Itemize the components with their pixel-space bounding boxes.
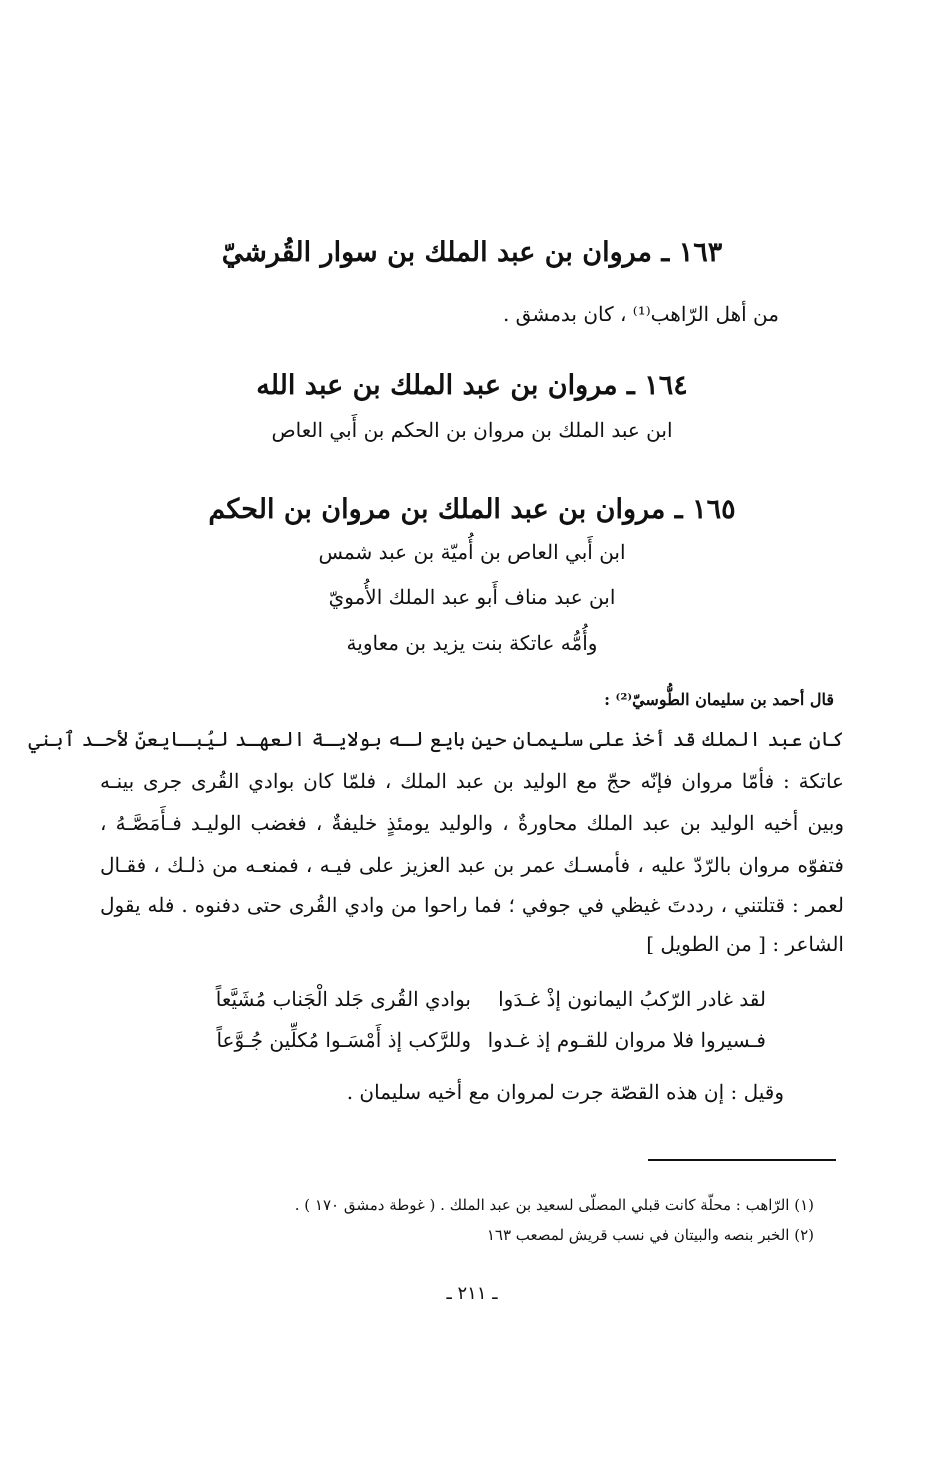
footnote: (١) الرّاهب : محلّة كانت قبلي المصلّى لسعيد بن عبد الملك . ( غوطة دمشق ١٧٠ ) .: [294, 1196, 814, 1214]
paragraph-line: فتفوّه مروان بالرّدّ عليه ، فأمسـك عمر بن عبد العزيز على فيـه ، فمنعـه من ذلـك ، فقـال: [100, 853, 844, 877]
source-attribution: قال أحمد بن سليمان الطُّوسيّ⁽²⁾ :: [604, 690, 834, 709]
page-number: ـ ٢١١ ـ: [446, 1283, 498, 1304]
entry-163-heading: ١٦٣ ـ مروان بن عبد الملك بن سوار القُرشيّ: [221, 237, 723, 268]
paragraph-line: الشاعر : [ من الطويل ]: [646, 932, 844, 956]
entry-165-line: ابن أَبي العاص بن أُميّة بن عبد شمس: [318, 540, 626, 564]
paragraph-line: عاتكة : فأمّا مروان فإنّه حجّ مع الوليد بن عبد الملك ، فلمّا كان بوادي القُرى جرى بينـه: [100, 769, 844, 793]
paragraph-line: كان عبد الملك قد أخذ على سليمان حين بايع لـه بولايـة العهـد ليُبـايعنّ لأحـد ٱبني: [28, 727, 844, 751]
paragraph-line: وبين أخيه الوليد بن عبد الملك محاورةٌ ، والوليد يومئذٍ خليفةٌ ، فغضب الوليـد فـأَمَصَّـهُ ،: [100, 811, 844, 835]
entry-165-line: ابن عبد مناف أَبو عبد الملك الأُمويّ: [328, 585, 616, 609]
entry-164-heading: ١٦٤ ـ مروان بن عبد الملك بن عبد الله: [256, 370, 688, 401]
footnote-separator: [648, 1159, 836, 1161]
verse-second-hemistich: وللرَّكب إذ أَمْسَـوا مُكلِّين جُـوَّعاً: [216, 1028, 471, 1052]
verse-first-hemistich: فـسيروا فلا مروان للقـوم إذ غـدوا: [487, 1028, 766, 1052]
verse-second-hemistich: بوادي القُرى جَلد الْجَناب مُشَيَّعاً: [215, 987, 471, 1011]
entry-165-heading: ١٦٥ ـ مروان بن عبد الملك بن مروان بن الحكم: [208, 494, 736, 525]
entry-165-line: وأُمُّه عاتكة بنت يزيد بن معاوية: [346, 631, 598, 655]
footnote: (٢) الخبر بنصه والبيتان في نسب قريش لمصعب ١٦٣: [486, 1226, 814, 1244]
paragraph-line: لعمر : قتلتني ، رددتَ غيظي في جوفي ؛ فما راحوا من وادي القُرى حتى دفنوه . فله يقول: [100, 893, 844, 917]
closing-line: وقيل : إن هذه القصّة جرت لمروان مع أخيه سليمان .: [346, 1080, 784, 1104]
entry-163-text: من أهل الرّاهب⁽¹⁾ ، كان بدمشق .: [502, 302, 779, 326]
verse-first-hemistich: لقد غادر الرّكبُ اليمانون إذْ غـدَوا: [498, 987, 766, 1011]
entry-164-line: ابن عبد الملك بن مروان بن الحكم بن أَبي العاص: [271, 418, 673, 442]
